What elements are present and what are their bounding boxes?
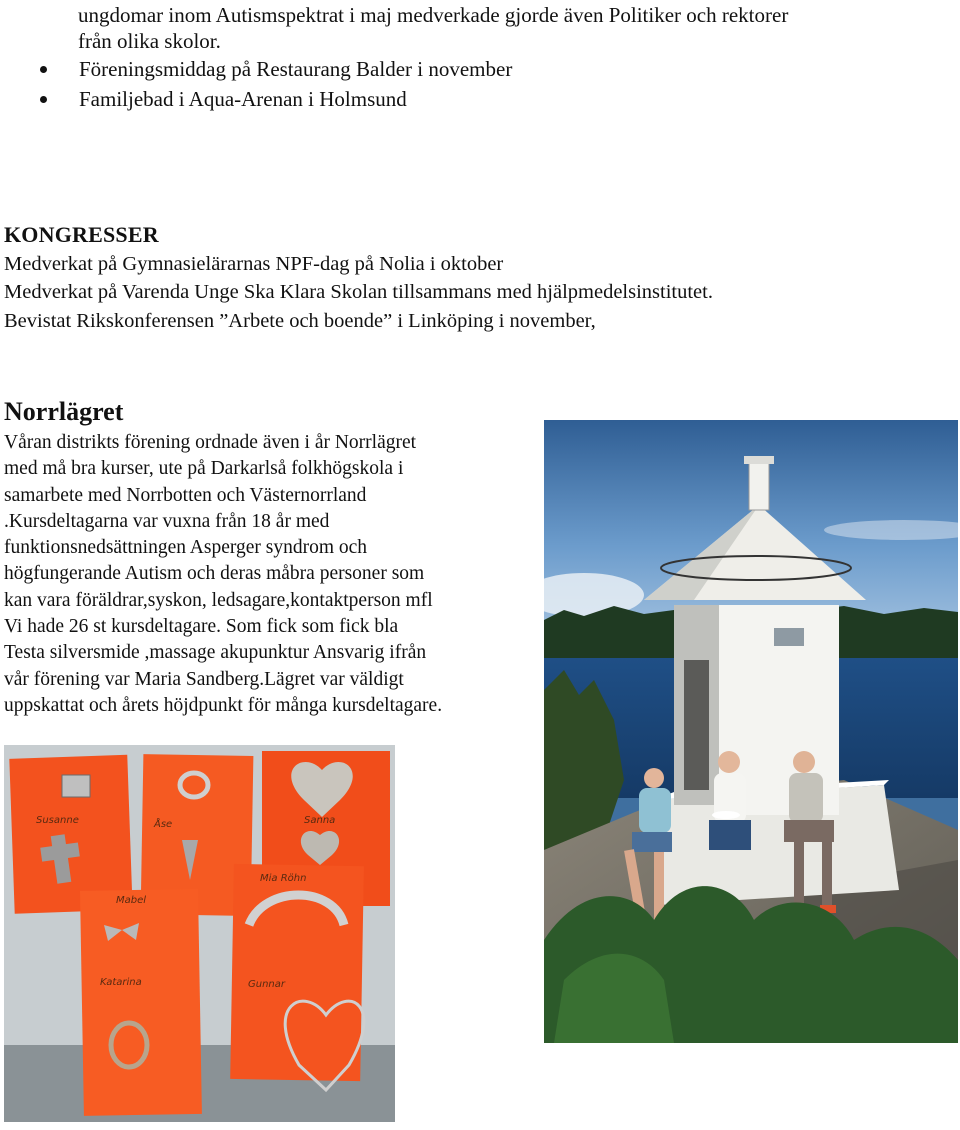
lighthouse-illustration: [544, 420, 958, 1043]
norrlagret-line: vår förening var Maria Sandberg.Lägret var väldigt: [4, 668, 404, 690]
norrlagret-line: samarbete med Norrbotten och Västernorrland: [4, 484, 367, 506]
kongresser-heading: KONGRESSER: [4, 222, 159, 247]
lighthouse-door: [684, 660, 709, 790]
name-tag: Åse: [154, 819, 173, 830]
name-tag: Katarina: [100, 977, 142, 988]
intro-line-2: från olika skolor.: [78, 29, 221, 53]
event-item: Föreningsmiddag på Restaurang Balder i november: [40, 54, 512, 84]
kongresser-line: Medverkat på Varenda Unge Ska Klara Skolan tillsammans med hjälpmedelsinstitutet.: [4, 281, 713, 303]
norrlagret-paragraph: [4, 430, 534, 719]
norrlagret-line: Vi hade 26 st kursdeltagare. Som fick som fick bla: [4, 616, 399, 638]
lighthouse-chimney: [749, 460, 769, 510]
name-tag: Mabel: [116, 895, 147, 906]
lighthouse-chimney-top: [744, 456, 774, 464]
lighthouse-photo: [544, 420, 958, 1043]
name-tag: Mia Röhn: [260, 873, 307, 884]
kongresser-line: Bevistat Rikskonferensen ”Arbete och boende” i Linköping i november,: [4, 310, 596, 332]
card-mabel: [80, 889, 202, 1116]
name-tag: Sanna: [304, 815, 336, 826]
norrlagret-line: Våran distrikts förening ordnade även i år Norrlägret: [4, 432, 417, 453]
jewelry-illustration: [4, 745, 395, 1122]
norrlagret-line: funktionsnedsättningen Asperger syndrom och: [4, 537, 368, 559]
charm-flag-icon: [62, 775, 90, 797]
lighthouse-window: [774, 628, 804, 646]
norrlagret-line: Testa silversmide ,massage akupunktur Ansvarig ifrån: [4, 642, 427, 664]
norrlagret-line: kan vara föräldrar,syskon, ledsagare,kontaktperson mfl: [4, 589, 433, 611]
name-tag: Susanne: [36, 815, 79, 826]
norrlagret-line: .Kursdeltagarna var vuxna från 18 år med: [4, 510, 330, 532]
norrlagret-heading: Norrlägret: [4, 397, 124, 426]
norrlagret-line: uppskattat och årets höjdpunkt för många kursdeltagare.: [4, 694, 443, 716]
event-item: Familjebad i Aqua-Arenan i Holmsund: [40, 84, 512, 114]
intro-line-1: ungdomar inom Autismspektrat i maj medverkade gjorde även Politiker och rektorer: [78, 3, 789, 27]
norrlagret-line: högfungerande Autism och deras måbra personer som: [4, 563, 425, 585]
jewelry-photo: [4, 745, 395, 1122]
kongresser-line: Medverkat på Gymnasielärarnas NPF-dag på Nolia i oktober: [4, 253, 504, 275]
name-tag: Gunnar: [248, 979, 286, 990]
norrlagret-line: med må bra kurser, ute på Darkarlså folkhögskola i: [4, 458, 404, 480]
event-list: [40, 54, 512, 114]
